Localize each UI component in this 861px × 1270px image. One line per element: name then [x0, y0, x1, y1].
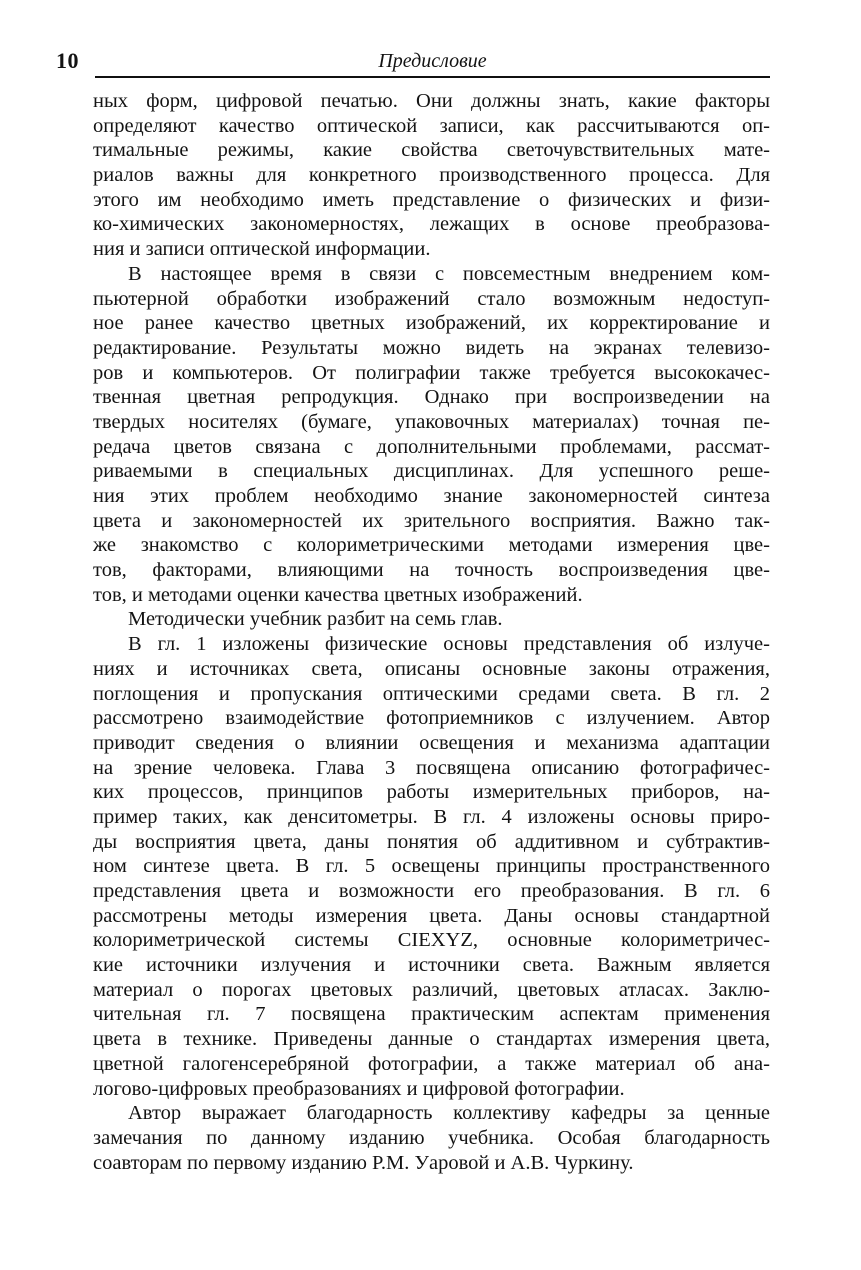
- text-line: этого им необходимо иметь представление о физических и физи-: [93, 188, 770, 211]
- text-line: определяют качество оптической записи, как рассчитываются оп-: [93, 114, 770, 137]
- text-line: редача цветов связана с дополнительными проблемами, рассмат-: [93, 435, 770, 458]
- text-line: ния и записи оптической информации.: [93, 238, 431, 261]
- text-line: твенная цветная репродукция. Однако при воспроизведении на: [93, 386, 770, 409]
- text-line: цвета в технике. Приведены данные о стандартах измерения цвета,: [93, 1028, 770, 1051]
- text-line: ния этих проблем необходимо знание закономерностей синтеза: [93, 485, 770, 507]
- text-line: ных форм, цифровой печатью. Они должны знать, какие факторы: [93, 90, 770, 112]
- text-line: В гл. 1 изложены физические основы представления об излуче-: [128, 633, 770, 656]
- text-line: риалов важны для конкретного производственного процесса. Для: [93, 164, 770, 187]
- paragraph: [93, 607, 770, 632]
- text-line: логово-цифровых преобразованиях и цифровой фотографии.: [93, 1077, 625, 1100]
- text-line: соавторам по первому изданию Р.М. Уаровой и А.В. Чуркину.: [93, 1151, 634, 1174]
- text-line: ров и компьютеров. От полиграфии также требуется высококачес-: [93, 361, 770, 384]
- text-line: ном синтезе цвета. В гл. 5 освещены принципы пространственного: [93, 855, 770, 878]
- running-header-title: Предисловие: [378, 50, 487, 72]
- text-line: ниях и источниках света, описаны основные законы отражения,: [93, 657, 770, 680]
- text-line: пьютерной обработки изображений стало возможным недоступ-: [93, 287, 770, 310]
- text-line: же знакомство с колориметрическими методами измерения цве-: [93, 534, 770, 557]
- text-line: материал о порогах цветовых различий, цветовых атласах. Заклю-: [93, 978, 770, 1001]
- text-line: рассмотрено взаимодействие фотоприемников с излучением. Автор: [93, 707, 770, 730]
- text-line: твердых носителях (бумаге, упаковочных материалах) точная пе-: [93, 410, 770, 433]
- text-line: тов, факторами, влияющими на точность воспроизведения цве-: [93, 559, 770, 582]
- paragraph: [93, 1101, 770, 1175]
- header-rule: [95, 76, 770, 78]
- text-line: Методически учебник разбит на семь глав.: [128, 608, 503, 631]
- text-line: замечания по данному изданию учебника. Особая благодарность: [93, 1126, 770, 1149]
- text-line: ды восприятия цвета, даны понятия об аддитивном и субтрактив-: [93, 830, 770, 853]
- text-line: Автор выражает благодарность коллективу кафедры за ценные: [128, 1102, 770, 1125]
- text-line: редактирование. Результаты можно видеть на экранах телевизо-: [93, 336, 770, 359]
- paragraph: [93, 632, 770, 1101]
- text-line: цвета и закономерностей их зрительного восприятия. Важно так-: [93, 509, 770, 532]
- text-line: чительная гл. 7 посвящена практическим аспектам применения: [93, 1003, 770, 1026]
- text-line: риваемыми в специальных дисциплинах. Для успешного реше-: [93, 460, 770, 483]
- text-line: на зрение человека. Глава 3 посвящена описанию фотографичес-: [93, 756, 770, 779]
- text-line: колориметрической системы CIEXYZ, основные колориметричес-: [93, 929, 770, 952]
- page-number: 10: [56, 48, 79, 73]
- text-line: ких процессов, принципов работы измерительных приборов, на-: [93, 781, 770, 804]
- paragraph: [93, 89, 770, 262]
- text-line: пример таких, как денситометры. В гл. 4 изложены основы приро-: [93, 805, 770, 828]
- text-line: кие источники излучения и источники света. Важным является: [93, 954, 770, 977]
- text-line: тов, и методами оценки качества цветных изображений.: [93, 583, 583, 606]
- text-line: рассмотрены методы измерения цвета. Даны основы стандартной: [93, 904, 770, 927]
- text-line: В настоящее время в связи с повсеместным внедрением ком-: [128, 262, 770, 285]
- text-line: ное ранее качество цветных изображений, их корректирование и: [93, 312, 770, 335]
- text-line: ко-химических закономерностях, лежащих в основе преобразова-: [93, 213, 770, 236]
- text-line: представления цвета и возможности его преобразования. В гл. 6: [93, 880, 770, 902]
- page-body: [93, 89, 770, 1175]
- text-line: приводит сведения о влиянии освещения и механизма адаптации: [93, 731, 770, 754]
- paragraph: [93, 262, 770, 608]
- text-line: цветной галогенсеребряной фотографии, а также материал об ана-: [93, 1052, 770, 1075]
- text-line: тимальные режимы, какие свойства светочувствительных мате-: [93, 139, 770, 162]
- text-line: поглощения и пропускания оптическими средами света. В гл. 2: [93, 682, 770, 705]
